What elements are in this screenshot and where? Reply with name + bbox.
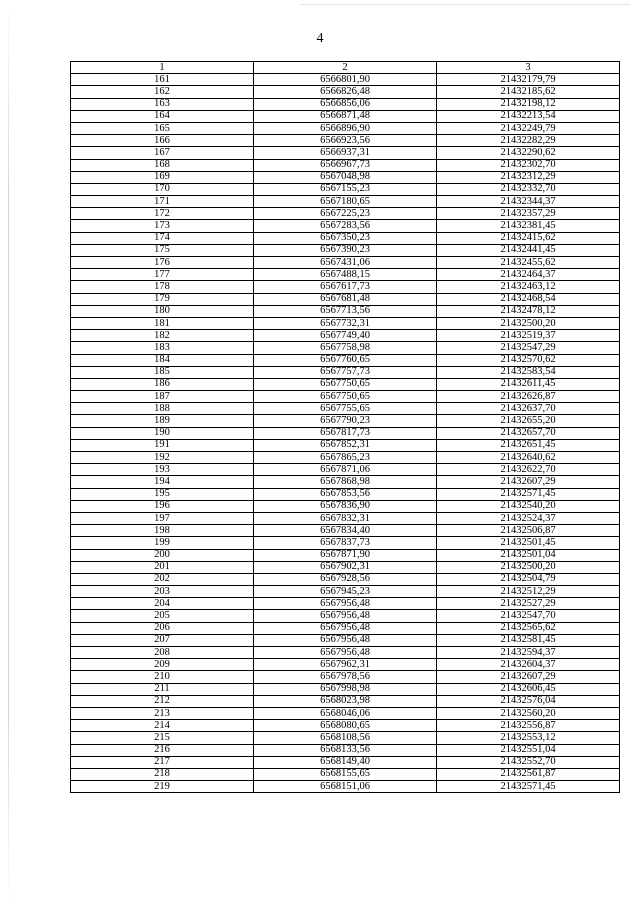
point-number-cell: 196 (71, 500, 254, 512)
point-number-cell: 172 (71, 208, 254, 220)
point-number-cell: 215 (71, 732, 254, 744)
table-row (71, 257, 620, 269)
table-row (71, 293, 620, 305)
y-coordinate-cell: 21432501,04 (437, 549, 620, 561)
x-coordinate-cell: 6567750,65 (254, 391, 437, 403)
point-number-cell: 209 (71, 659, 254, 671)
x-coordinate-cell: 6567225,23 (254, 208, 437, 220)
y-coordinate-cell: 21432640,62 (437, 452, 620, 464)
table-row (71, 427, 620, 439)
y-coordinate-cell: 21432185,62 (437, 86, 620, 98)
table-row (71, 732, 620, 744)
table-row (71, 196, 620, 208)
table-row (71, 720, 620, 732)
table-row (71, 403, 620, 415)
y-coordinate-cell: 21432500,20 (437, 561, 620, 573)
y-coordinate-cell: 21432478,12 (437, 305, 620, 317)
y-coordinate-cell: 21432344,37 (437, 196, 620, 208)
point-number-cell: 191 (71, 439, 254, 451)
x-coordinate-cell: 6567998,98 (254, 683, 437, 695)
x-coordinate-cell: 6567431,06 (254, 257, 437, 269)
x-coordinate-cell: 6567902,31 (254, 561, 437, 573)
point-number-cell: 202 (71, 573, 254, 585)
x-coordinate-cell: 6568080,65 (254, 720, 437, 732)
x-coordinate-cell: 6567048,98 (254, 171, 437, 183)
point-number-cell: 198 (71, 525, 254, 537)
table-row (71, 634, 620, 646)
y-coordinate-cell: 21432290,62 (437, 147, 620, 159)
table-row (71, 147, 620, 159)
x-coordinate-cell: 6567853,56 (254, 488, 437, 500)
point-number-cell: 211 (71, 683, 254, 695)
point-number-cell: 166 (71, 135, 254, 147)
y-coordinate-cell: 21432179,79 (437, 74, 620, 86)
header-x-coordinate: 2 (254, 62, 437, 74)
point-number-cell: 197 (71, 512, 254, 524)
x-coordinate-cell: 6566871,48 (254, 110, 437, 122)
point-number-cell: 192 (71, 452, 254, 464)
x-coordinate-cell: 6567749,40 (254, 330, 437, 342)
table-row (71, 452, 620, 464)
point-number-cell: 165 (71, 122, 254, 134)
point-number-cell: 206 (71, 622, 254, 634)
x-coordinate-cell: 6568133,56 (254, 744, 437, 756)
y-coordinate-cell: 21432463,12 (437, 281, 620, 293)
point-number-cell: 171 (71, 196, 254, 208)
x-coordinate-cell: 6567180,65 (254, 196, 437, 208)
x-coordinate-cell: 6567956,48 (254, 622, 437, 634)
x-coordinate-cell: 6568108,56 (254, 732, 437, 744)
point-number-cell: 205 (71, 610, 254, 622)
y-coordinate-cell: 21432332,70 (437, 183, 620, 195)
table-row (71, 415, 620, 427)
point-number-cell: 200 (71, 549, 254, 561)
table-row (71, 281, 620, 293)
x-coordinate-cell: 6567755,65 (254, 403, 437, 415)
table-row (71, 549, 620, 561)
y-coordinate-cell: 21432565,62 (437, 622, 620, 634)
point-number-cell: 163 (71, 98, 254, 110)
point-number-cell: 193 (71, 464, 254, 476)
point-number-cell: 167 (71, 147, 254, 159)
point-number-cell: 177 (71, 269, 254, 281)
y-coordinate-cell: 21432547,29 (437, 342, 620, 354)
table-row (71, 781, 620, 793)
y-coordinate-cell: 21432622,70 (437, 464, 620, 476)
table-row (71, 464, 620, 476)
point-number-cell: 181 (71, 317, 254, 329)
y-coordinate-cell: 21432381,45 (437, 220, 620, 232)
header-y-coordinate: 3 (437, 62, 620, 74)
point-number-cell: 178 (71, 281, 254, 293)
y-coordinate-cell: 21432607,29 (437, 671, 620, 683)
y-coordinate-cell: 21432455,62 (437, 257, 620, 269)
y-coordinate-cell: 21432626,87 (437, 391, 620, 403)
y-coordinate-cell: 21432607,29 (437, 476, 620, 488)
table-row (71, 378, 620, 390)
x-coordinate-cell: 6566826,48 (254, 86, 437, 98)
y-coordinate-cell: 21432312,29 (437, 171, 620, 183)
x-coordinate-cell: 6567865,23 (254, 452, 437, 464)
y-coordinate-cell: 21432464,37 (437, 269, 620, 281)
point-number-cell: 217 (71, 756, 254, 768)
y-coordinate-cell: 21432519,37 (437, 330, 620, 342)
table-row (71, 500, 620, 512)
scan-top-mark (300, 4, 630, 5)
table-row (71, 159, 620, 171)
table-row (71, 707, 620, 719)
y-coordinate-cell: 21432570,62 (437, 354, 620, 366)
x-coordinate-cell: 6567832,31 (254, 512, 437, 524)
y-coordinate-cell: 21432512,29 (437, 586, 620, 598)
table-row (71, 659, 620, 671)
table-row (71, 354, 620, 366)
point-number-cell: 189 (71, 415, 254, 427)
table-row (71, 671, 620, 683)
x-coordinate-cell: 6567617,73 (254, 281, 437, 293)
point-number-cell: 170 (71, 183, 254, 195)
table-body (71, 74, 620, 793)
point-number-cell: 183 (71, 342, 254, 354)
x-coordinate-cell: 6567956,48 (254, 610, 437, 622)
point-number-cell: 194 (71, 476, 254, 488)
table-row (71, 342, 620, 354)
x-coordinate-cell: 6567962,31 (254, 659, 437, 671)
point-number-cell: 213 (71, 707, 254, 719)
y-coordinate-cell: 21432213,54 (437, 110, 620, 122)
y-coordinate-cell: 21432504,79 (437, 573, 620, 585)
point-number-cell: 185 (71, 366, 254, 378)
table-row (71, 135, 620, 147)
point-number-cell: 203 (71, 586, 254, 598)
x-coordinate-cell: 6567758,98 (254, 342, 437, 354)
x-coordinate-cell: 6567956,48 (254, 598, 437, 610)
table-row (71, 756, 620, 768)
header-row (71, 62, 620, 74)
y-coordinate-cell: 21432302,70 (437, 159, 620, 171)
y-coordinate-cell: 21432501,45 (437, 537, 620, 549)
coordinates-table (70, 61, 620, 793)
table-header (71, 62, 620, 74)
point-number-cell: 195 (71, 488, 254, 500)
y-coordinate-cell: 21432556,87 (437, 720, 620, 732)
point-number-cell: 161 (71, 74, 254, 86)
table-row (71, 598, 620, 610)
x-coordinate-cell: 6567836,90 (254, 500, 437, 512)
y-coordinate-cell: 21432657,70 (437, 427, 620, 439)
table-row (71, 366, 620, 378)
y-coordinate-cell: 21432506,87 (437, 525, 620, 537)
x-coordinate-cell: 6568155,65 (254, 768, 437, 780)
point-number-cell: 207 (71, 634, 254, 646)
x-coordinate-cell: 6568149,40 (254, 756, 437, 768)
table-row (71, 305, 620, 317)
y-coordinate-cell: 21432611,45 (437, 378, 620, 390)
x-coordinate-cell: 6567757,73 (254, 366, 437, 378)
y-coordinate-cell: 21432249,79 (437, 122, 620, 134)
point-number-cell: 182 (71, 330, 254, 342)
scan-edge-mark (8, 0, 9, 905)
point-number-cell: 187 (71, 391, 254, 403)
y-coordinate-cell: 21432576,04 (437, 695, 620, 707)
table-row (71, 244, 620, 256)
y-coordinate-cell: 21432551,04 (437, 744, 620, 756)
table-row (71, 391, 620, 403)
table-row (71, 122, 620, 134)
y-coordinate-cell: 21432441,45 (437, 244, 620, 256)
x-coordinate-cell: 6566967,73 (254, 159, 437, 171)
y-coordinate-cell: 21432468,54 (437, 293, 620, 305)
y-coordinate-cell: 21432655,20 (437, 415, 620, 427)
x-coordinate-cell: 6566896,90 (254, 122, 437, 134)
point-number-cell: 176 (71, 257, 254, 269)
x-coordinate-cell: 6566801,90 (254, 74, 437, 86)
x-coordinate-cell: 6567837,73 (254, 537, 437, 549)
point-number-cell: 180 (71, 305, 254, 317)
x-coordinate-cell: 6567871,90 (254, 549, 437, 561)
table-row (71, 573, 620, 585)
y-coordinate-cell: 21432637,70 (437, 403, 620, 415)
point-number-cell: 168 (71, 159, 254, 171)
x-coordinate-cell: 6567488,15 (254, 269, 437, 281)
table-row (71, 220, 620, 232)
y-coordinate-cell: 21432500,20 (437, 317, 620, 329)
x-coordinate-cell: 6567956,48 (254, 634, 437, 646)
x-coordinate-cell: 6566923,56 (254, 135, 437, 147)
table-row (71, 183, 620, 195)
x-coordinate-cell: 6567760,65 (254, 354, 437, 366)
y-coordinate-cell: 21432553,12 (437, 732, 620, 744)
y-coordinate-cell: 21432571,45 (437, 781, 620, 793)
page-number: 4 (316, 31, 324, 46)
point-number-cell: 162 (71, 86, 254, 98)
x-coordinate-cell: 6566856,06 (254, 98, 437, 110)
point-number-cell: 188 (71, 403, 254, 415)
point-number-cell: 212 (71, 695, 254, 707)
y-coordinate-cell: 21432581,45 (437, 634, 620, 646)
x-coordinate-cell: 6567790,23 (254, 415, 437, 427)
point-number-cell: 173 (71, 220, 254, 232)
y-coordinate-cell: 21432527,29 (437, 598, 620, 610)
table-row (71, 476, 620, 488)
y-coordinate-cell: 21432560,20 (437, 707, 620, 719)
x-coordinate-cell: 6567978,56 (254, 671, 437, 683)
x-coordinate-cell: 6567868,98 (254, 476, 437, 488)
table-row (71, 586, 620, 598)
x-coordinate-cell: 6567681,48 (254, 293, 437, 305)
y-coordinate-cell: 21432282,29 (437, 135, 620, 147)
y-coordinate-cell: 21432357,29 (437, 208, 620, 220)
point-number-cell: 216 (71, 744, 254, 756)
y-coordinate-cell: 21432606,45 (437, 683, 620, 695)
point-number-cell: 210 (71, 671, 254, 683)
x-coordinate-cell: 6567817,73 (254, 427, 437, 439)
point-number-cell: 174 (71, 232, 254, 244)
point-number-cell: 199 (71, 537, 254, 549)
table-row (71, 537, 620, 549)
x-coordinate-cell: 6568023,98 (254, 695, 437, 707)
table-row (71, 86, 620, 98)
x-coordinate-cell: 6567945,23 (254, 586, 437, 598)
point-number-cell: 219 (71, 781, 254, 793)
y-coordinate-cell: 21432571,45 (437, 488, 620, 500)
x-coordinate-cell: 6567750,65 (254, 378, 437, 390)
point-number-cell: 190 (71, 427, 254, 439)
table-row (71, 74, 620, 86)
x-coordinate-cell: 6567928,56 (254, 573, 437, 585)
x-coordinate-cell: 6566937,31 (254, 147, 437, 159)
table-row (71, 488, 620, 500)
table-row (71, 695, 620, 707)
point-number-cell: 175 (71, 244, 254, 256)
y-coordinate-cell: 21432540,20 (437, 500, 620, 512)
x-coordinate-cell: 6567871,06 (254, 464, 437, 476)
x-coordinate-cell: 6567713,56 (254, 305, 437, 317)
y-coordinate-cell: 21432561,87 (437, 768, 620, 780)
point-number-cell: 204 (71, 598, 254, 610)
point-number-cell: 164 (71, 110, 254, 122)
point-number-cell: 179 (71, 293, 254, 305)
table-row (71, 768, 620, 780)
table-row (71, 208, 620, 220)
table-row (71, 683, 620, 695)
x-coordinate-cell: 6567283,56 (254, 220, 437, 232)
point-number-cell: 184 (71, 354, 254, 366)
y-coordinate-cell: 21432604,37 (437, 659, 620, 671)
y-coordinate-cell: 21432583,54 (437, 366, 620, 378)
point-number-cell: 218 (71, 768, 254, 780)
table-row (71, 317, 620, 329)
y-coordinate-cell: 21432415,62 (437, 232, 620, 244)
table-row (71, 269, 620, 281)
table-row (71, 330, 620, 342)
table-row (71, 622, 620, 634)
table-row (71, 512, 620, 524)
x-coordinate-cell: 6568046,06 (254, 707, 437, 719)
table-row (71, 561, 620, 573)
x-coordinate-cell: 6567155,23 (254, 183, 437, 195)
point-number-cell: 208 (71, 647, 254, 659)
x-coordinate-cell: 6567956,48 (254, 647, 437, 659)
table-row (71, 110, 620, 122)
y-coordinate-cell: 21432198,12 (437, 98, 620, 110)
table-row (71, 98, 620, 110)
point-number-cell: 201 (71, 561, 254, 573)
point-number-cell: 214 (71, 720, 254, 732)
x-coordinate-cell: 6567350,23 (254, 232, 437, 244)
y-coordinate-cell: 21432552,70 (437, 756, 620, 768)
point-number-cell: 169 (71, 171, 254, 183)
x-coordinate-cell: 6567852,31 (254, 439, 437, 451)
y-coordinate-cell: 21432524,37 (437, 512, 620, 524)
x-coordinate-cell: 6567834,40 (254, 525, 437, 537)
x-coordinate-cell: 6567732,31 (254, 317, 437, 329)
table-row (71, 439, 620, 451)
x-coordinate-cell: 6567390,23 (254, 244, 437, 256)
table-row (71, 525, 620, 537)
y-coordinate-cell: 21432651,45 (437, 439, 620, 451)
point-number-cell: 186 (71, 378, 254, 390)
table-row (71, 610, 620, 622)
x-coordinate-cell: 6568151,06 (254, 781, 437, 793)
y-coordinate-cell: 21432547,70 (437, 610, 620, 622)
table-row (71, 744, 620, 756)
y-coordinate-cell: 21432594,37 (437, 647, 620, 659)
table-row (71, 171, 620, 183)
table-row (71, 232, 620, 244)
header-point-number: 1 (71, 62, 254, 74)
table-row (71, 647, 620, 659)
